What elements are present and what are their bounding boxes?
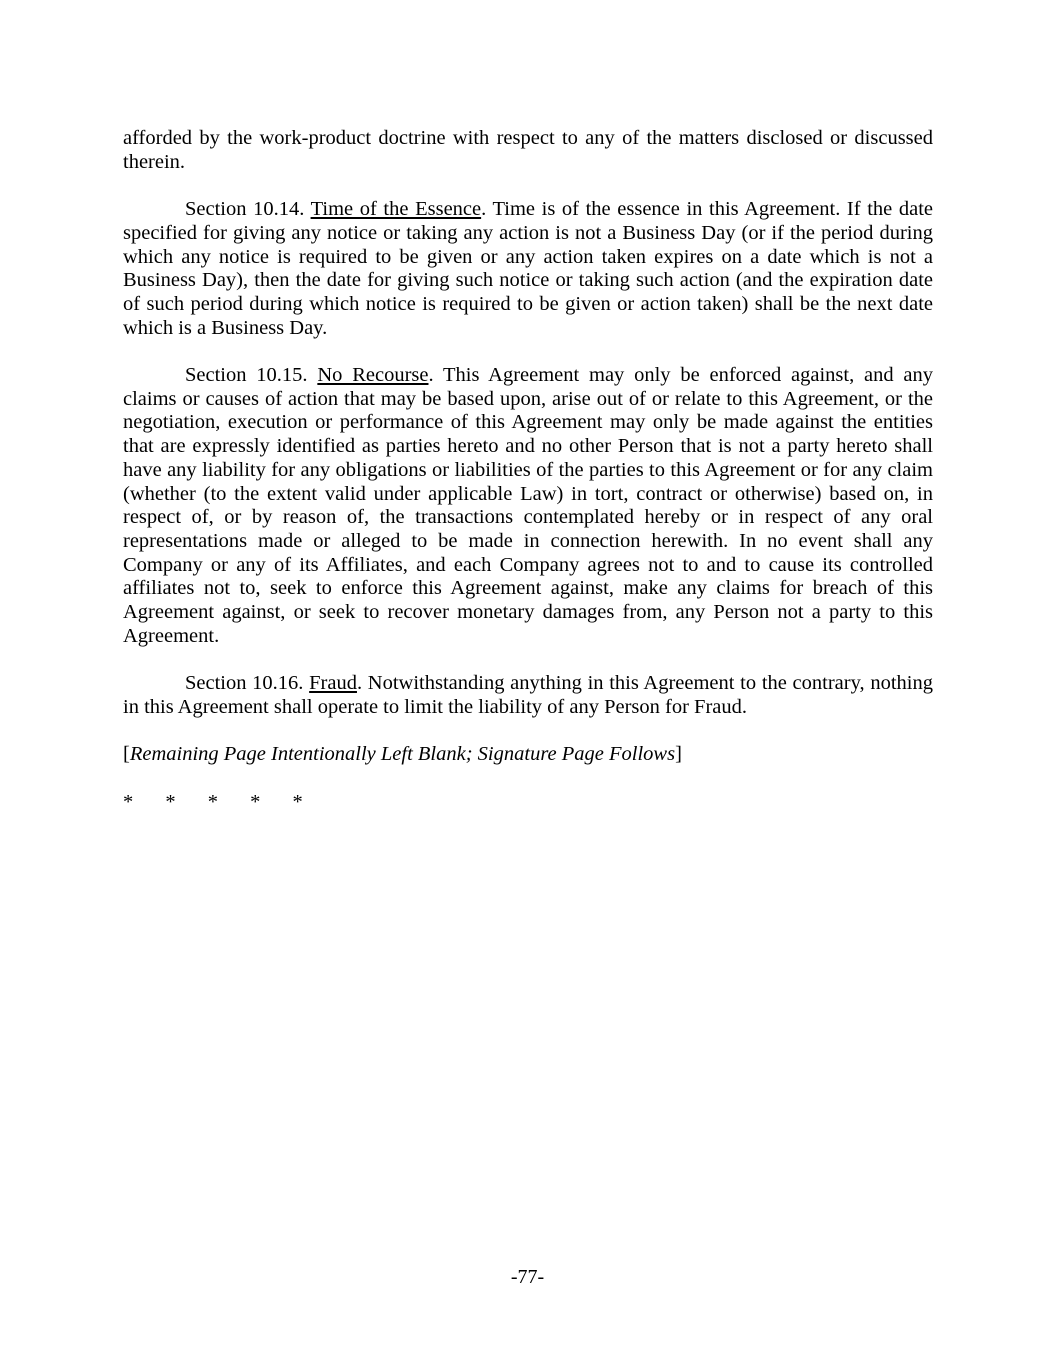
section-10-15-paragraph bbox=[123, 364, 933, 648]
section-10-16-heading: Fraud bbox=[309, 672, 357, 695]
section-10-16-body: . Notwithstanding anything in this Agreement to the contrary, nothing in this Agreement shall operate to limit the liability of any Person for Fraud. bbox=[123, 672, 933, 718]
remaining-page-note bbox=[123, 743, 933, 767]
section-10-15-heading: No Recourse bbox=[317, 364, 429, 386]
section-10-15-label: Section 10.15. bbox=[185, 364, 318, 386]
section-10-14-body: . Time is of the essence in this Agreement. If the date specified for giving any notice or taking any action is not a Business Day (or if the period during which any notice is required to be given or any action taken expires on a date which is not a Business Day), then the date for giving such notice or taking such action (and the expiration date of such period during which notice is required to be given or action taken) shall be the next date which is a Business Day. bbox=[123, 198, 933, 339]
section-10-14-label: Section 10.14. bbox=[185, 198, 311, 221]
section-10-15-body: . This Agreement may only be enforced against, and any claims or causes of action that may be based upon, arise out of or relate to this Agreement, or the negotiation, execution or performance of this Agreement may only be made against the entities that are expressly identified as parties hereto and no other Person that is not a party hereto shall have any liability for any obligations or liabilities of the parties to this Agreement or for any claim (whether (to the extent valid under applicable Law) in tort, contract or otherwise) based on, in respect of, or by reason of, the transactions contemplated hereby or in respect of any oral representations made or alleged to be made in connection herewith. In no event shall any Company or any of its Affiliates, and each Company agrees not to and to cause its controlled affiliates not to, seek to enforce this Agreement against, make any claims for breach of this Agreement against, or seek to recover monetary damages from, any Person not a party to this Agreement. bbox=[123, 364, 933, 647]
note-text: Remaining Page Intentionally Left Blank; Signature Page Follows bbox=[129, 743, 676, 766]
section-10-14-paragraph bbox=[123, 198, 933, 340]
section-10-14-heading: Time of the Essence bbox=[310, 198, 482, 221]
section-10-16-paragraph bbox=[123, 672, 933, 719]
page-content bbox=[123, 127, 933, 838]
paragraph-continuation: afforded by the work-product doctrine with respect to any of the matters disclosed or discussed therein. bbox=[123, 127, 933, 173]
note-close-bracket: ] bbox=[675, 743, 682, 766]
section-10-16-label: Section 10.16. bbox=[185, 672, 310, 695]
note-open-bracket: [ bbox=[123, 743, 130, 766]
page-number: -77- bbox=[510, 1266, 545, 1288]
asterisk-separator: * * * * * bbox=[123, 790, 303, 813]
